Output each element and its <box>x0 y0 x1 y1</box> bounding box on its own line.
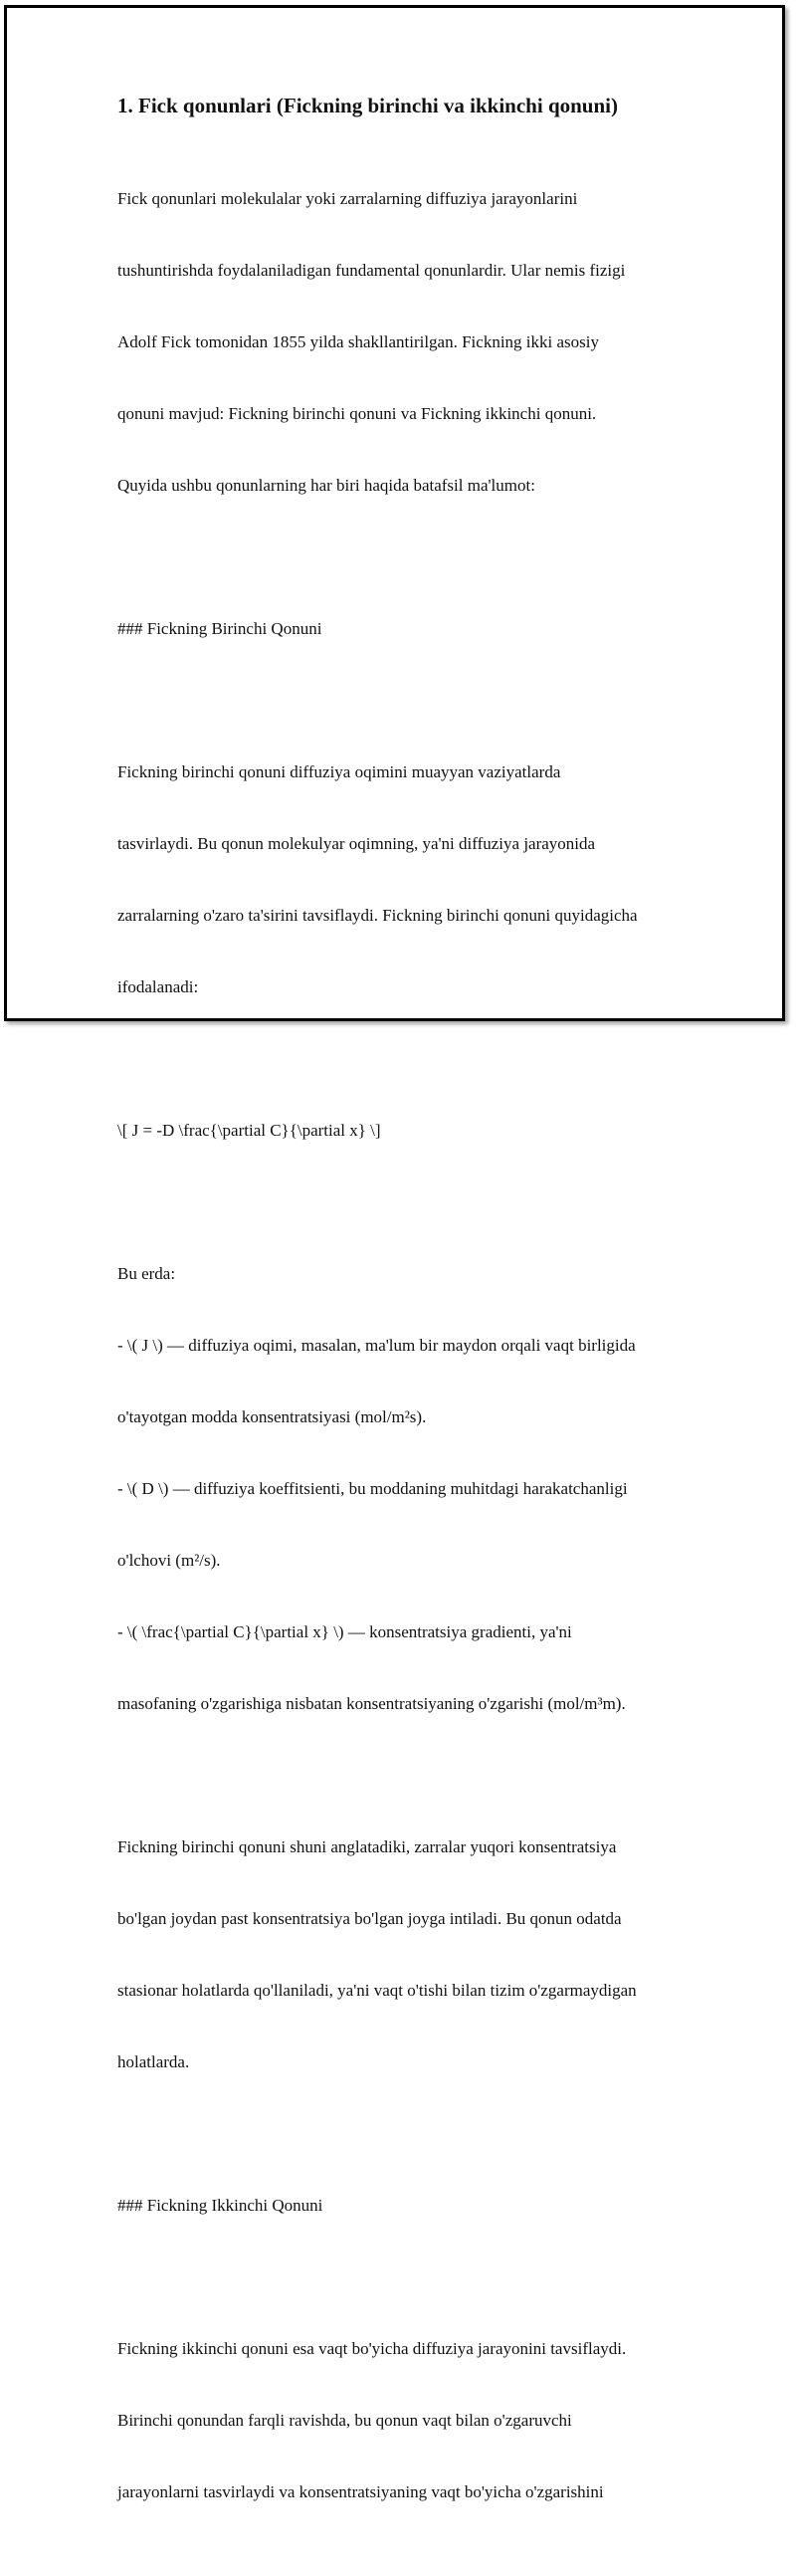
text-line: zarralarning o'zaro ta'sirini tavsiflaydi. Fickning birinchi qonuni quyidagicha <box>117 906 638 925</box>
text-line: - \( D \) — diffuziya koeffitsienti, bu moddaning muhitdagi harakatchanligi <box>117 1479 628 1498</box>
text-line: masofaning o'zgarishiga nisbatan konsentratsiyaning o'zgarishi (mol/m³m). <box>117 1694 626 1713</box>
paragraph-intro <box>117 139 714 545</box>
text-line: - \( J \) — diffuziya oqimi, masalan, ma'lum bir maydon orqali vaqt birligida <box>117 1336 636 1355</box>
text-line: tasvirlaydi. Bu qonun molekulyar oqimning, ya'ni diffuziya jarayonida <box>117 834 596 853</box>
paragraph-first-law-meaning <box>117 1788 714 2122</box>
paragraph-second-law <box>117 2289 714 2552</box>
text-line: Quyida ushbu qonunlarning har biri haqida batafsil ma'lumot: <box>117 476 535 495</box>
text-line: Fick qonunlari molekulalar yoki zarralarning diffuziya jarayonlarini <box>117 189 578 208</box>
text-line: bo'lgan joydan past konsentratsiya bo'lgan joyga intiladi. Bu qonun odatda <box>117 1909 622 1928</box>
document-content <box>117 92 714 2576</box>
paragraph-first-law <box>117 713 714 1047</box>
text-line: ifodalanadi: <box>117 977 199 996</box>
paragraph-definitions <box>117 1214 714 1764</box>
document-title: 1. Fick qonunlari (Fickning birinchi va ikkinchi qonuni) <box>117 94 618 117</box>
formula-first-law <box>117 1071 714 1190</box>
text-line: holatlarda. <box>117 2052 190 2071</box>
text-line: stasionar holatlarda qo'llaniladi, ya'ni vaqt o'tishi bilan tizim o'zgarmaydigan <box>117 1981 637 2000</box>
text-line: \[ J = -D \frac{\partial C}{\partial x} \] <box>117 1121 381 1140</box>
text-line: o'tayotgan modda konsentratsiyasi (mol/m²s). <box>117 1407 427 1426</box>
text-line: Fickning birinchi qonuni shuni anglatadiki, zarralar yuqori konsentratsiya <box>117 1837 617 1856</box>
text-line: ### Fickning Ikkinchi Qonuni <box>117 2196 323 2215</box>
text-line: Bu erda: <box>117 1264 176 1283</box>
text-line: Birinchi qonundan farqli ravishda, bu qonun vaqt bilan o'zgaruvchi <box>117 2411 572 2430</box>
text-line: qonuni mavjud: Fickning birinchi qonuni va Fickning ikkinchi qonuni. <box>117 404 597 423</box>
text-line: ### Fickning Birinchi Qonuni <box>117 619 322 638</box>
text-line: tushuntirishda foydalaniladigan fundamental qonunlardir. Ular nemis fizigi <box>117 261 626 280</box>
text-line: jarayonlarni tasvirlaydi va konsentratsiyaning vaqt bo'yicha o'zgarishini <box>117 2482 604 2501</box>
text-line: - \( \frac{\partial C}{\partial x} \) — konsentratsiya gradienti, ya'ni <box>117 1622 572 1641</box>
text-line: Fickning ikkinchi qonuni esa vaqt bo'yicha diffuziya jarayonini tavsiflaydi. <box>117 2339 627 2358</box>
section-heading-first-law <box>117 569 714 689</box>
text-line: Adolf Fick tomonidan 1855 yilda shakllantirilgan. Fickning ikki asosiy <box>117 332 599 351</box>
text-line: o'lchovi (m²/s). <box>117 1551 221 1570</box>
text-line: Fickning birinchi qonuni diffuziya oqimini muayyan vaziyatlarda <box>117 762 561 781</box>
section-heading-second-law <box>117 2146 714 2265</box>
